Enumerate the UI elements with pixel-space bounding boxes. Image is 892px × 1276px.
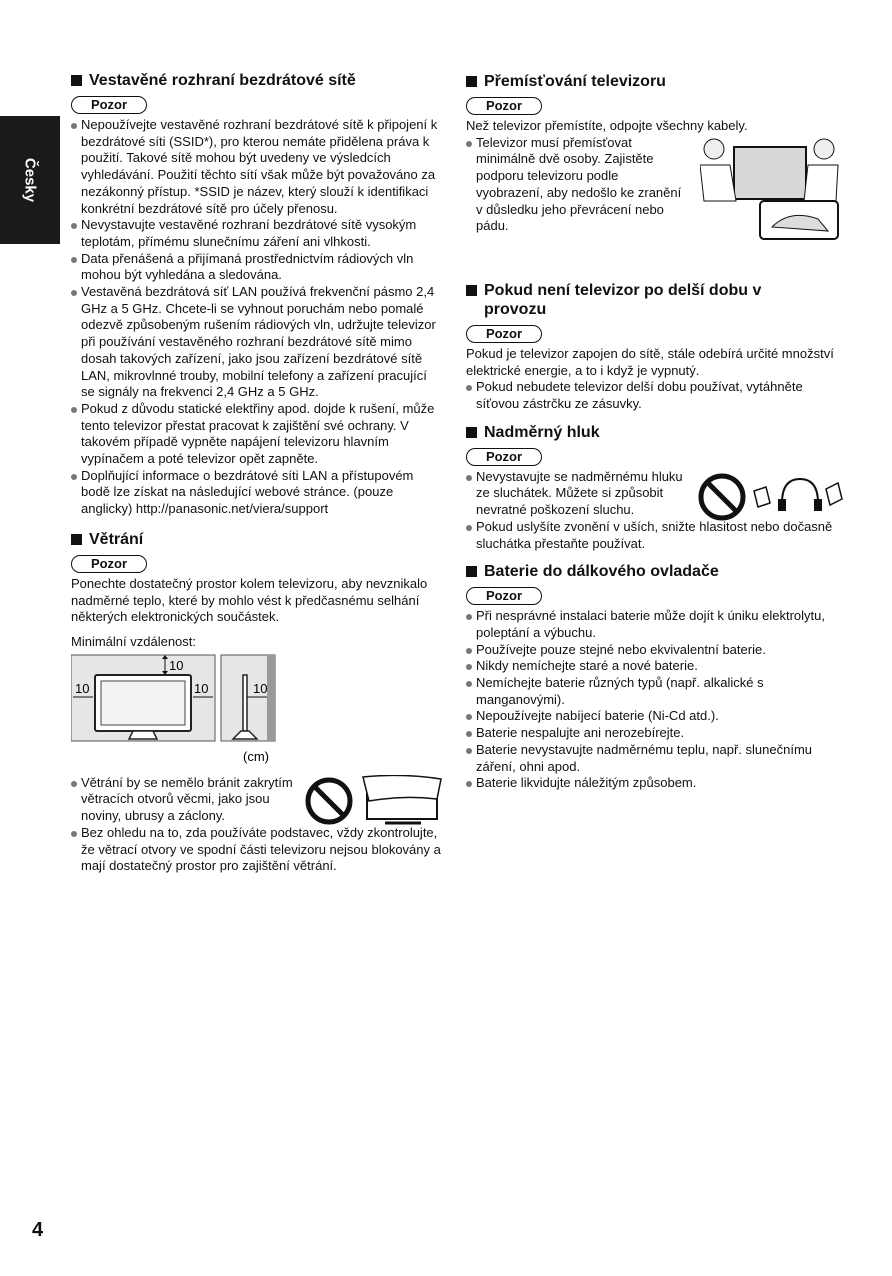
caution-badge: Pozor [71, 96, 147, 114]
list-item: Nikdy nemíchejte staré a nové baterie. [466, 658, 848, 675]
caution-badge: Pozor [466, 325, 542, 343]
left-column [71, 71, 443, 875]
caution-badge: Pozor [466, 448, 542, 466]
no-cover-icon [303, 775, 443, 831]
caution-badge: Pozor [71, 555, 147, 573]
moving-heading: Přemísťování televizoru [466, 72, 848, 91]
list-item: Nepoužívejte nabíjecí baterie (Ni-Cd atd.). [466, 708, 848, 725]
list-item: Nevystavujte se nadměrnému hluku ze sluchátek. Můžete si způsobit nevratné poškození sluchu. [466, 469, 688, 519]
list-item: Nevystavujte vestavěné rozhraní bezdrátové sítě vysokým teplotám, přímému slunečnímu záření ani vlhkosti. [71, 217, 443, 250]
list-item: Doplňující informace o bezdrátové síti LAN a přístupovém bodě lze získat na následující webové stránce. (pouze anglicky) http://panasonic.net/viera/support [71, 468, 443, 518]
list-item: Při nesprávné instalaci baterie může dojít k úniku elektrolytu, poleptání a výbuchu. [466, 608, 848, 641]
two-people-carry-icon [700, 135, 840, 241]
list-item: Bez ohledu na to, zda používáte podstavec, vždy zkontrolujte, že větrací otvory ve spodní části televizoru nejsou blokovány a mají dostatečný prostor pro zajištění větrání. [71, 825, 443, 875]
list-item: Vestavěná bezdrátová síť LAN používá frekvenční pásmo 2,4 GHz a 5 GHz. Chcete-li se vyhnout poruchám nebo pomalé odezvě způsobeným rušením rádiových vln, udržujte televizor při používání vestavěného rozhraní bezdrátové sítě mimo dosah takových zařízení, jako jsou zařízení bezdrátové sítě LAN, mikrovlnné trouby, mobilní telefony a zařízení pracující se signály na frekvenci 2,4 GHz a 5 GHz. [71, 284, 443, 401]
list-item: Nemíchejte baterie různých typů (např. alkalické s manganovými). [466, 675, 848, 708]
list-item: Pokud nebudete televizor delší dobu používat, vytáhněte síťovou zástrčku ze zásuvky. [466, 379, 848, 412]
list-item: Data přenášená a přijímaná prostřednictvím rádiových vln mohou být vyhledána a sledována. [71, 251, 443, 284]
unused-heading: Pokud není televizor po delší dobu v provozu [466, 281, 784, 319]
list-item: Baterie likvidujte náležitým způsobem. [466, 775, 848, 792]
right-column [466, 72, 848, 792]
list-item: Televizor musí přemísťovat minimálně dvě osoby. Zajistěte podporu televizoru podle vyobrazení, aby nedošlo ke zranění v důsledku jeho převrácení nebo pádu. [466, 135, 688, 235]
unused-intro: Pokud je televizor zapojen do sítě, stále odebírá určité množství elektrické energie, a to i když je vypnutý. [466, 345, 834, 378]
clearance-diagram [71, 653, 443, 769]
list-item: Používejte pouze stejné nebo ekvivalentní baterie. [466, 642, 848, 659]
moving-intro: Než televizor přemístíte, odpojte všechny kabely. [466, 118, 748, 133]
list-item: Pokud z důvodu statické elektřiny apod. dojde k rušení, může tento televizor přestat pracovat k zajištění své ochrany. V takovém případě vypněte napájení televizoru hlavním vypínačem a poté televizor opět zapněte. [71, 401, 443, 468]
min-distance-label: Minimální vzdálenost: [71, 633, 196, 649]
language-tab [0, 116, 60, 244]
unit-label: (cm) [243, 748, 269, 764]
list-item: Baterie nespalujte ani nerozebírejte. [466, 725, 848, 742]
no-headphones-icon [694, 469, 844, 525]
list-item: Pokud uslyšíte zvonění v uších, snižte hlasitost nebo dočasně sluchátka přestaňte používat. [466, 519, 848, 552]
language-tab-label: Česky [21, 157, 39, 203]
dim-top: 10 [169, 657, 184, 673]
ventilation-intro: Ponechte dostatečný prostor kolem televizoru, aby nevznikalo nadměrné teplo, které by mohlo vést k předčasnému selhání některých elektronických součástek. [71, 575, 428, 625]
noise-heading: Nadměrný hluk [466, 423, 848, 442]
caution-badge: Pozor [466, 587, 542, 605]
list-item: Baterie nevystavujte nadměrnému teplu, např. slunečnímu záření, ohni apod. [466, 742, 848, 775]
dim-left: 10 [75, 680, 90, 696]
ventilation-heading: Větrání [71, 530, 443, 549]
dim-side: 10 [253, 680, 268, 696]
list-item: Větrání by se nemělo bránit zakrytím větracích otvorů věcmi, jako jsou noviny, ubrusy a záclony. [71, 775, 297, 825]
dim-right: 10 [194, 680, 209, 696]
caution-badge: Pozor [466, 97, 542, 115]
page-number: 4 [32, 1219, 44, 1241]
battery-heading: Baterie do dálkového ovladače [466, 562, 848, 581]
list-item: Nepoužívejte vestavěné rozhraní bezdrátové sítě k připojení k bezdrátové síti (SSID*), pro kterou nemáte přidělena práva k použití. Takové sítě mohou být uvedeny ve výsledcích vyhledávání. Použití těchto sítí však může být považováno za nezákonný přístup. *SSID je název, který slouží k identifikaci konkrétní bezdrátové sítě pro účely přenosu. [71, 117, 443, 217]
wifi-heading: Vestavěné rozhraní bezdrátové sítě [71, 71, 443, 90]
